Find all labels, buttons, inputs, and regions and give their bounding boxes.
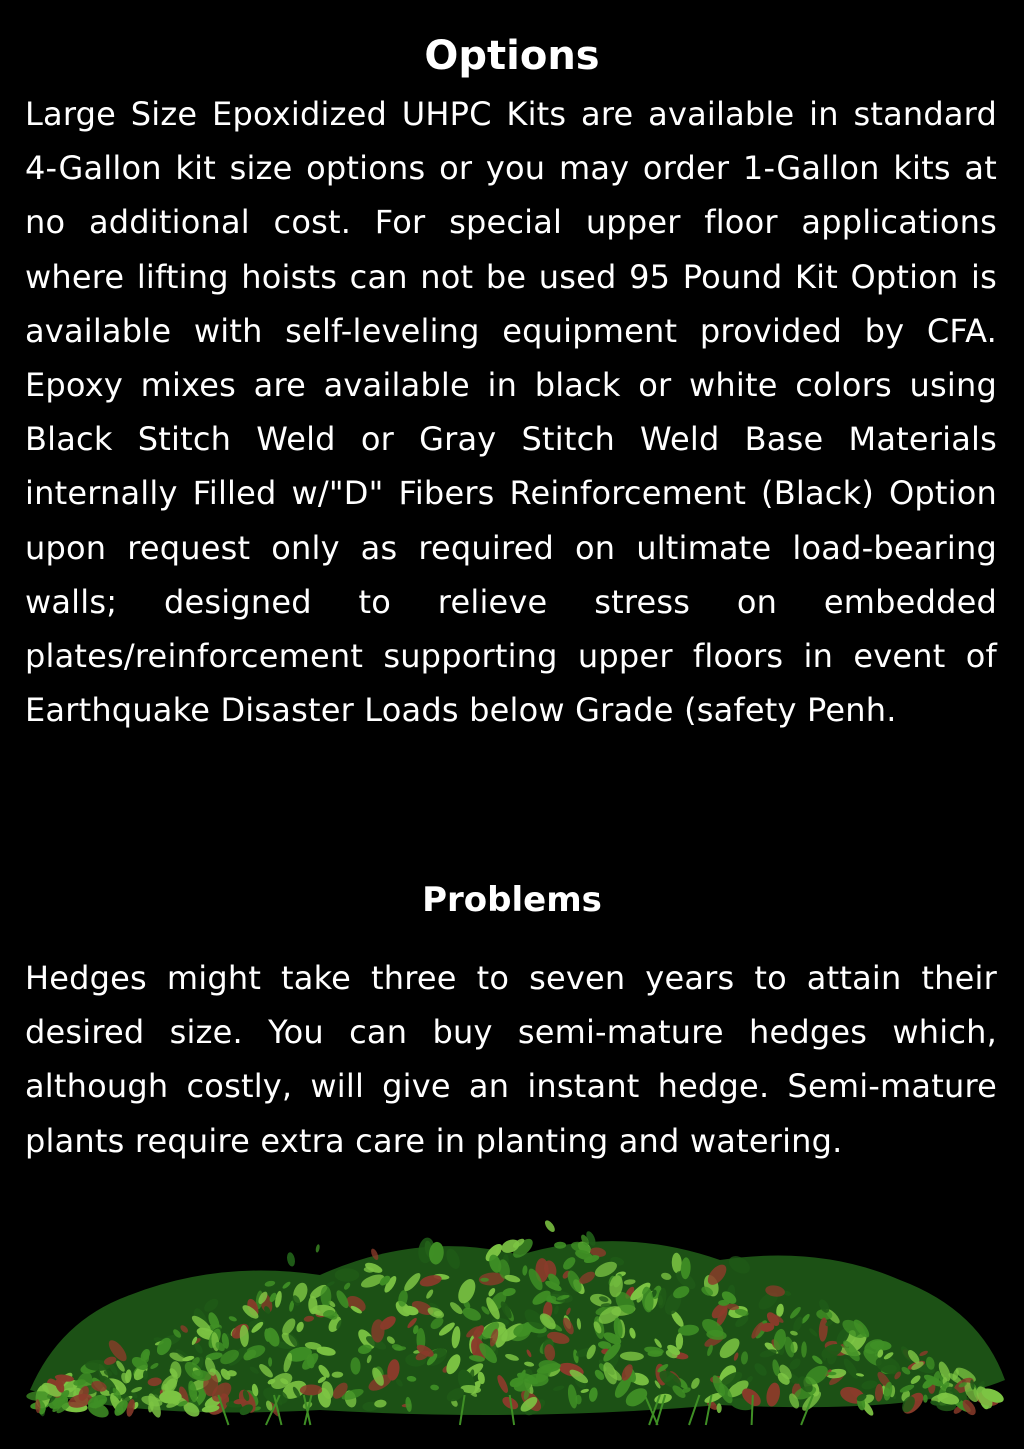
- hedge-shrub-icon: [20, 1200, 1010, 1430]
- hedge-vine: [752, 1395, 753, 1425]
- hedge-leaf: [315, 1244, 320, 1253]
- hedge-leaf: [543, 1219, 557, 1234]
- hedge-leaf: [335, 1268, 360, 1281]
- problems-paragraph: Hedges might take three to seven years to attain their desired size. You can buy semi-mature hedges which, although costly, will give an instant hedge. Semi-mature plants require extra care in planting and watering.: [25, 959, 997, 1160]
- hedge-leaf: [286, 1252, 296, 1268]
- problems-heading: Problems: [422, 880, 602, 920]
- hedge-leaf: [828, 1372, 837, 1376]
- hedge-leaf: [480, 1278, 489, 1282]
- options-heading: Options: [424, 33, 600, 79]
- hedge-leaf: [143, 1370, 148, 1380]
- hedge-leaf: [923, 1395, 928, 1403]
- options-paragraph: Large Size Epoxidized UHPC Kits are available in standard 4-Gallon kit size options or you may order 1-Gallon kits at no additional cost. For special upper floor applications where lifting hoists can not be used 95 Pound Kit Option is available with self-leveling equipment provided by CFA. Epoxy mixes are available in black or white colors using Black Stitch Weld or Gray Stitch Weld Base Materials internally Filled w/"D" Fibers Reinforcement (Black) Option upon request only as required on ultimate load-bearing walls; designed to relieve stress on embedded plates/reinforcement supporting upper floors in event of Earthquake Disaster Loads below Grade (safety Penh.: [25, 95, 997, 730]
